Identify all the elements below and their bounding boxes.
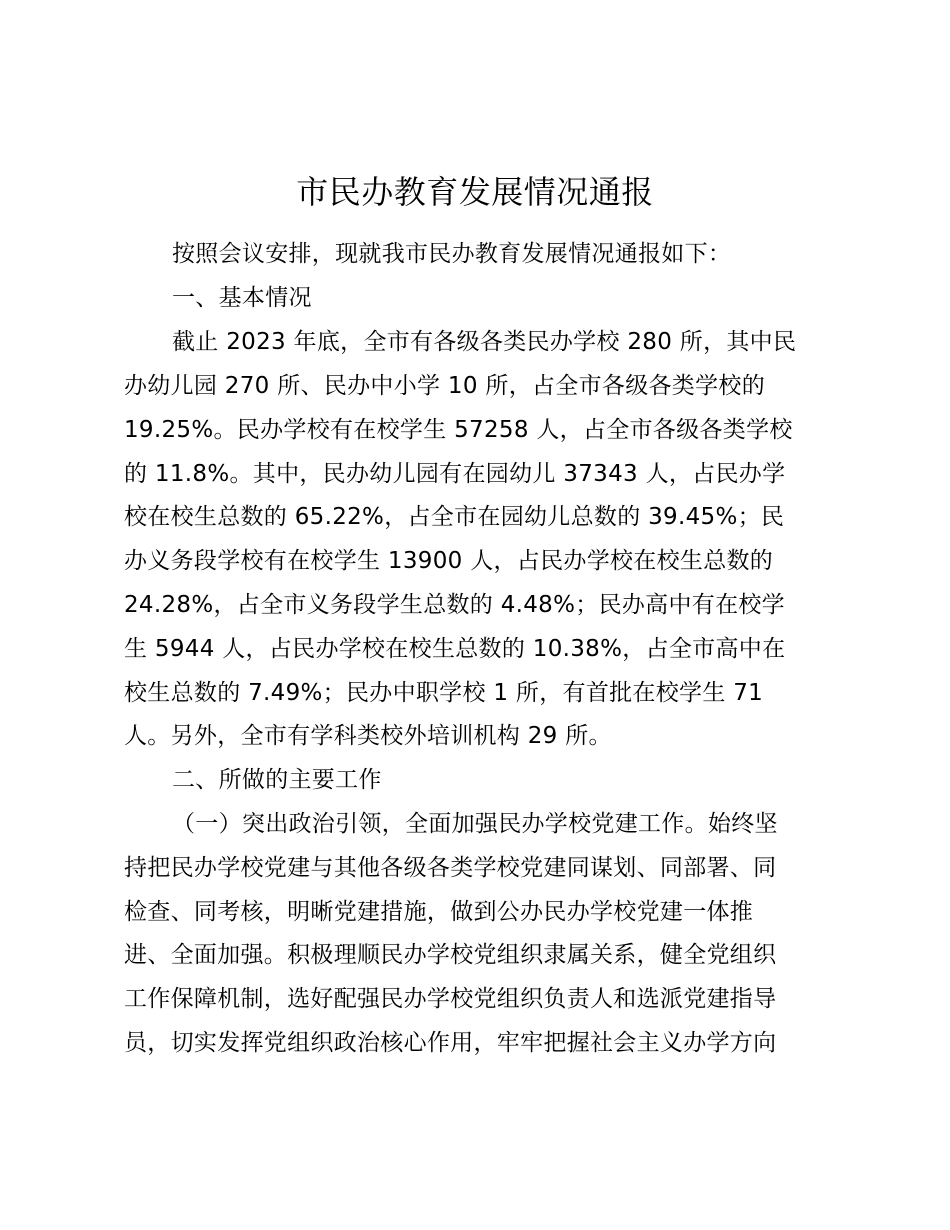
paragraph-line: 办义务段学校有在校学生 13900 人，占民办学校在校生总数的 <box>124 548 774 574</box>
paragraph-line: 员，切实发挥党组织政治核心作用，牢牢把握社会主义办学方向 <box>124 1030 777 1056</box>
paragraph-line: 检查、同考核，明晰党建措施，做到公办民办学校党建一体推 <box>124 899 754 925</box>
paragraph-line: 校生总数的 7.49%；民办中职学校 1 所，有首批在校学生 71 <box>124 680 764 706</box>
paragraph-line: 持把民办学校党建与其他各级各类学校党建同谋划、同部署、同 <box>124 855 777 881</box>
paragraph-line: （一）突出政治引领，全面加强民办学校党建工作。始终坚 <box>172 811 778 837</box>
paragraph-line: 人。另外，全市有学科类校外培训机构 29 所。 <box>124 723 612 749</box>
section-heading-main-work: 二、所做的主要工作 <box>172 767 382 793</box>
paragraph-intro: 按照会议安排，现就我市民办教育发展情况通报如下： <box>172 241 732 267</box>
paragraph-line: 截止 2023 年底，全市有各级各类民办学校 280 所，其中民 <box>172 329 797 355</box>
section-heading-basic-situation: 一、基本情况 <box>172 285 312 311</box>
document-title: 市民办教育发展情况通报 <box>296 173 654 211</box>
paragraph-line: 进、全面加强。积极理顺民办学校党组织隶属关系，健全党组织 <box>124 942 777 968</box>
paragraph-line: 19.25%。民办学校有在校学生 57258 人，占全市各级各类学校 <box>124 417 793 443</box>
paragraph-line: 的 11.8%。其中，民办幼儿园有在园幼儿 37343 人，占民办学 <box>124 461 786 487</box>
paragraph-line: 工作保障机制，选好配强民办学校党组织负责人和选派党建指导 <box>124 986 777 1012</box>
paragraph-line: 校在校生总数的 65.22%，占全市在园幼儿总数的 39.45%；民 <box>124 504 785 530</box>
paragraph-line: 24.28%，占全市义务段学生总数的 4.48%；民办高中有在校学 <box>124 592 785 618</box>
paragraph-line: 生 5944 人，占民办学校在校生总数的 10.38%，占全市高中在 <box>124 636 786 662</box>
paragraph-line: 办幼儿园 270 所、民办中小学 10 所，占全市各级各类学校的 <box>124 373 766 399</box>
